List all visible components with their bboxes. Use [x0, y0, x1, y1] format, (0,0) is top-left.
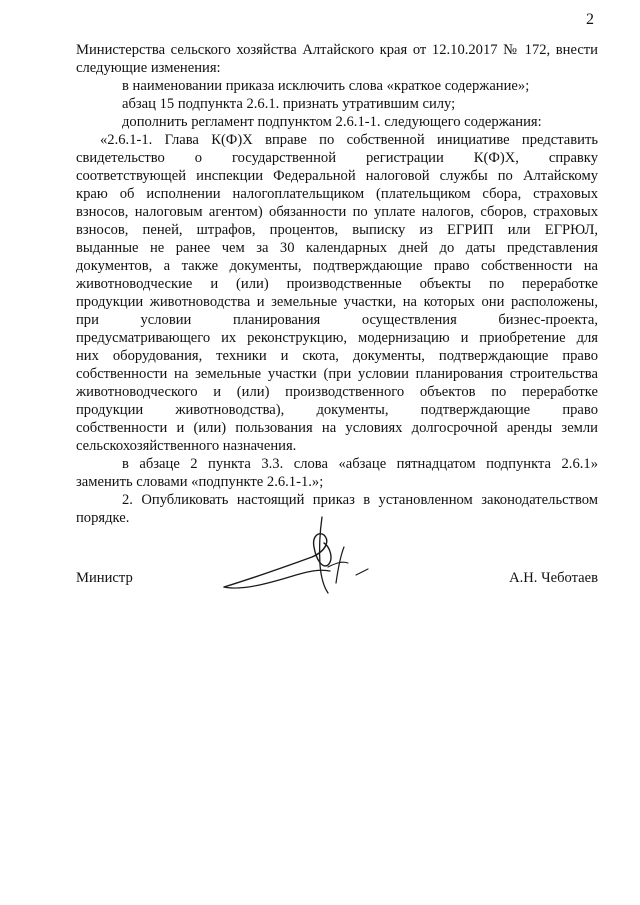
paragraph-line: в наименовании приказа исключить слова «краткое содержание»; — [122, 78, 530, 94]
paragraph-line: взносов, пеней, штрафов, процентов, выписку из ЕГРИП или ЕГРЮЛ, — [76, 222, 598, 238]
paragraph-line: животноводческого и (или) производственного объектов по переработке — [76, 384, 598, 400]
paragraph-line: продукции животноводства), документы, подтверждающие право — [76, 402, 598, 418]
paragraph-line: абзац 15 подпункта 2.6.1. признать утратившим силу; — [122, 96, 456, 112]
paragraph-line: животноводческие и (или) производственные объекты по переработке — [76, 276, 598, 292]
paragraph-line: краю об исполнении налогоплательщиком (плательщиком сбора, страховых — [76, 186, 598, 202]
signatory-name: А.Н. Чеботаев — [509, 570, 598, 586]
paragraph-line: собственности и (или) пользования на условиях долгосрочной аренды земли — [76, 420, 598, 436]
paragraph-line: свидетельство о государственной регистрации К(Ф)Х, справку — [76, 150, 598, 166]
paragraph-line: них оборудования, техники и скота, документы, подтверждающие право — [76, 348, 598, 364]
handwritten-signature — [220, 513, 380, 603]
paragraph-line: следующие изменения: — [76, 60, 221, 76]
paragraph-line: соответствующей инспекции Федеральной налоговой службы по Алтайскому — [76, 168, 598, 184]
paragraph-line: порядке. — [76, 510, 130, 526]
paragraph-line: сельскохозяйственного назначения. — [76, 438, 297, 454]
paragraph-line: Министерства сельского хозяйства Алтайского края от 12.10.2017 № 172, внести — [76, 42, 598, 58]
paragraph-line: при условии планирования осуществления бизнес-проекта, — [76, 312, 598, 328]
paragraph-line: дополнить регламент подпунктом 2.6.1-1. следующего содержания: — [122, 114, 542, 130]
paragraph-line: документов, а также документы, подтверждающие право собственности на — [76, 258, 598, 274]
paragraph-line: предусматривающего их реконструкцию, модернизацию и приобретение для — [76, 330, 598, 346]
paragraph-line: продукции животноводства и земельные участки, на которых они расположены, — [76, 294, 598, 310]
paragraph-line: 2. Опубликовать настоящий приказ в установленном законодательством — [122, 492, 598, 508]
document-body — [76, 41, 598, 527]
paragraph-line: в абзаце 2 пункта 3.3. слова «абзаце пятнадцатом подпункта 2.6.1» — [122, 456, 598, 472]
paragraph-line: взносов, налоговым агентом) обязанности по уплате налогов, сборов, страховых — [76, 204, 598, 220]
signatory-title: Министр — [76, 570, 133, 586]
page-number: 2 — [586, 11, 594, 28]
paragraph-line: собственности на земельные участки (при условии планирования строительства — [76, 366, 598, 382]
paragraph-line: заменить словами «подпункте 2.6.1-1.»; — [76, 474, 324, 490]
paragraph-line: выданные не ранее чем за 30 календарных дней до даты представления — [76, 240, 598, 256]
paragraph-line: «2.6.1-1. Глава К(Ф)Х вправе по собственной инициативе представить — [100, 132, 598, 148]
